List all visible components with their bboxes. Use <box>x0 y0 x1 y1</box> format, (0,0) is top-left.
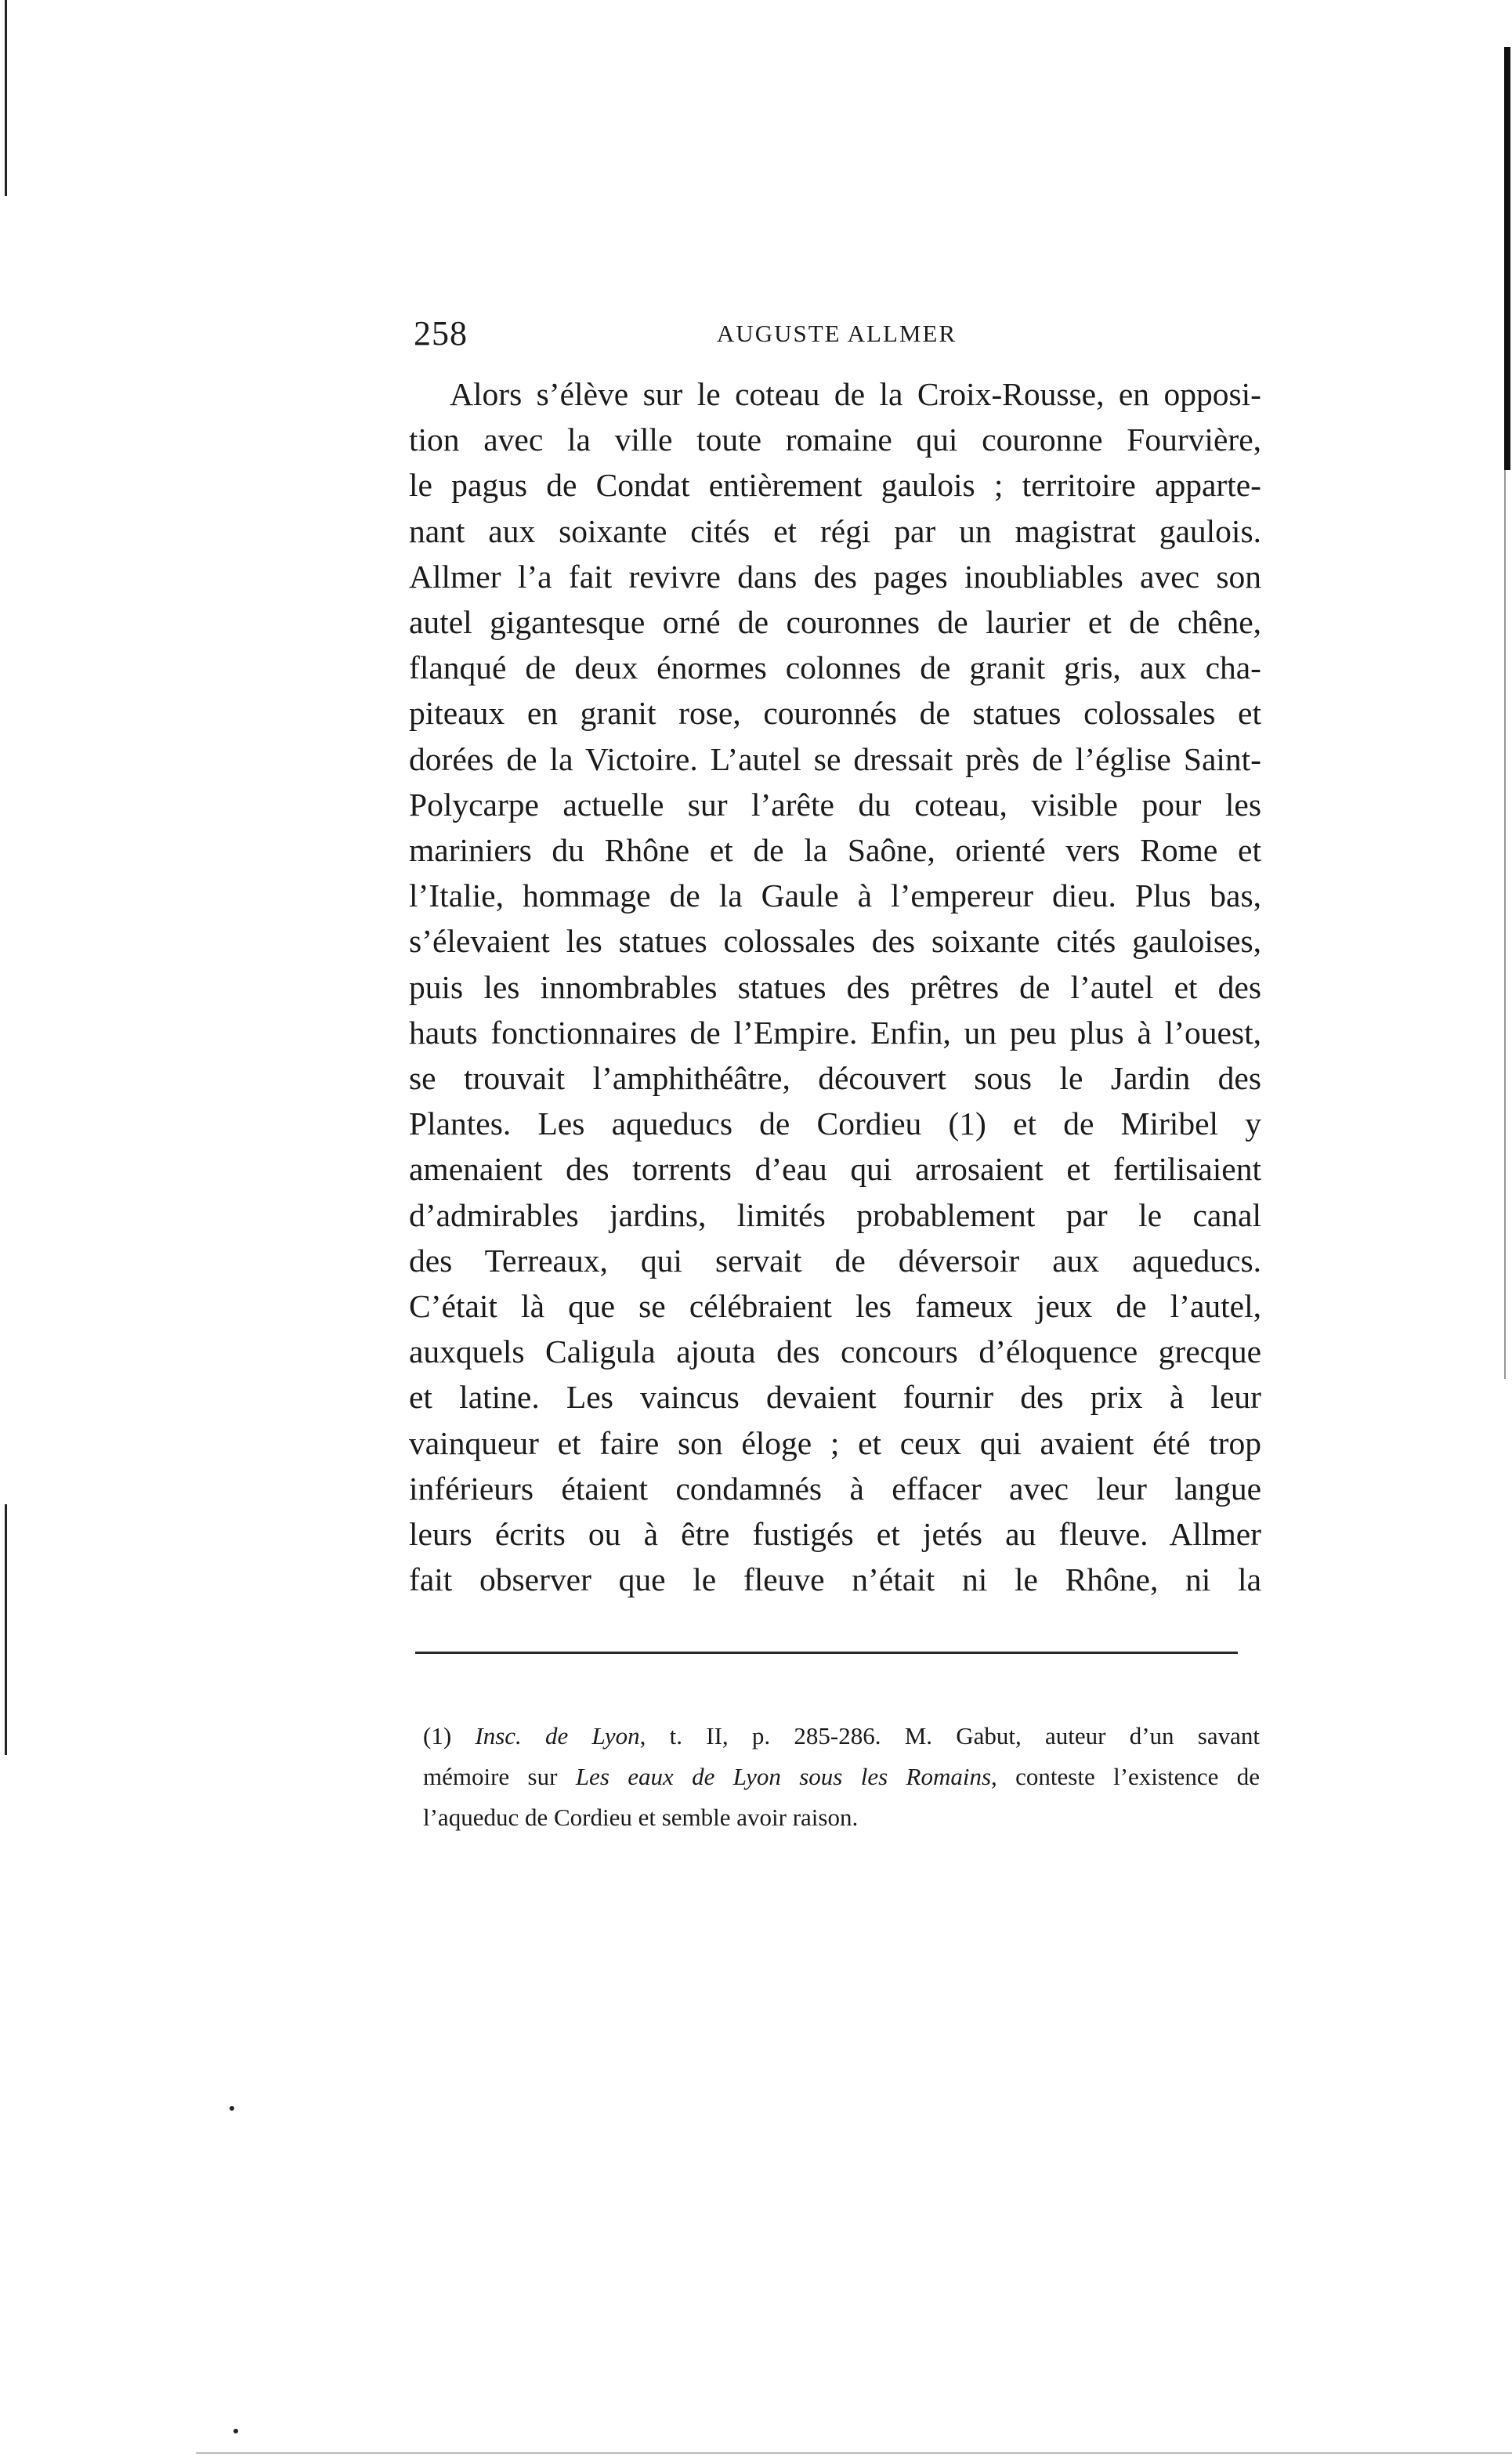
body-line: Alors s’élève sur le coteau de la Croix-Rousse, en opposi- <box>450 376 1261 412</box>
scan-edge-bottom <box>196 2452 1512 2454</box>
body-line: vainqueur et faire son éloge ; et ceux qui avaient été trop <box>409 1424 1261 1461</box>
body-line: puis les innombrables statues des prêtres de l’autel et des <box>409 968 1261 1005</box>
body-line: C’était là que se célébraient les fameux jeux de l’autel, <box>409 1288 1261 1325</box>
body-line: des Terreaux, qui servait de déversoir aux aqueducs. <box>409 1242 1261 1279</box>
scan-edge-right-bar <box>1504 47 1510 470</box>
body-line: s’élevaient les statues colossales des soixante cités gauloises, <box>409 923 1261 960</box>
body-line: d’admirables jardins, limités probablement par le canal <box>409 1196 1261 1233</box>
body-line: inférieurs étaient condamnés à effacer avec leur langue <box>409 1470 1261 1507</box>
footnote-marker: (1) <box>423 1722 452 1749</box>
scan-edge-left-mid <box>5 1504 7 1755</box>
body-line: hauts fonctionnaires de l’Empire. Enfin, un peu plus à l’ouest, <box>409 1014 1261 1051</box>
body-line: nant aux soixante cités et régi par un magistrat gaulois. <box>409 512 1261 549</box>
body-line: amenaient des torrents d’eau qui arrosaient et fertilisaient <box>409 1151 1261 1188</box>
body-paragraph <box>409 371 1261 1602</box>
scan-speck <box>230 2106 234 2111</box>
body-line: autel gigantesque orné de couronnes de laurier et de chêne, <box>409 604 1261 641</box>
footnote-rule <box>415 1652 1238 1654</box>
scan-edge-left-top <box>5 0 7 196</box>
footnote-line <box>423 1716 1260 1757</box>
body-line: l’Italie, hommage de la Gaule à l’empereur dieu. Plus bas, <box>409 877 1261 914</box>
body-line: piteaux en granit rose, couronnés de statues colossales et <box>409 695 1261 732</box>
body-line: mariniers du Rhône et de la Saône, orienté vers Rome et <box>409 832 1261 869</box>
footnote-text: mémoire sur <box>423 1763 576 1790</box>
body-line: Plantes. Les aqueducs de Cordieu (1) et de Miribel y <box>409 1105 1261 1142</box>
body-line: leurs écrits ou à être fustigés et jetés au fleuve. Allmer <box>409 1516 1261 1553</box>
page-header <box>414 313 1260 368</box>
footnote <box>423 1716 1260 1838</box>
scan-speck <box>233 2429 238 2433</box>
running-head: AUGUSTE ALLMER <box>716 320 957 347</box>
body-line: auxquels Caligula ajouta des concours d’éloquence grecque <box>409 1333 1261 1370</box>
body-line: tion avec la ville toute romaine qui couronne Fourvière, <box>409 422 1261 458</box>
body-line: fait observer que le fleuve n’était ni le Rhône, ni la <box>409 1561 1261 1598</box>
footnote-line <box>423 1757 1260 1797</box>
body-line: Polycarpe actuelle sur l’arête du coteau, visible pour les <box>409 786 1261 823</box>
footnote-book-title: Les eaux de Lyon sous les Romains <box>575 1763 992 1790</box>
footnote-source-title: Insc. de Lyon <box>475 1722 640 1749</box>
body-line: flanqué de deux énormes colonnes de granit gris, aux cha- <box>409 649 1261 686</box>
footnote-text: , t. II, p. 285-286. M. Gabut, auteur d’un savant <box>639 1722 1260 1749</box>
body-line: Allmer l’a fait revivre dans des pages inoubliables avec son <box>409 558 1261 595</box>
body-line: se trouvait l’amphithéâtre, découvert sous le Jardin des <box>409 1060 1261 1097</box>
body-line: le pagus de Condat entièrement gaulois ; territoire apparte- <box>409 467 1261 504</box>
body-line: et latine. Les vaincus devaient fournir des prix à leur <box>409 1379 1261 1416</box>
page-number: 258 <box>414 314 468 353</box>
footnote-line: l’aqueduc de Cordieu et semble avoir raison. <box>423 1804 859 1831</box>
footnote-text: , conteste l’existence de <box>991 1763 1260 1790</box>
body-line: dorées de la Victoire. L’autel se dressait près de l’église Saint- <box>409 740 1261 777</box>
